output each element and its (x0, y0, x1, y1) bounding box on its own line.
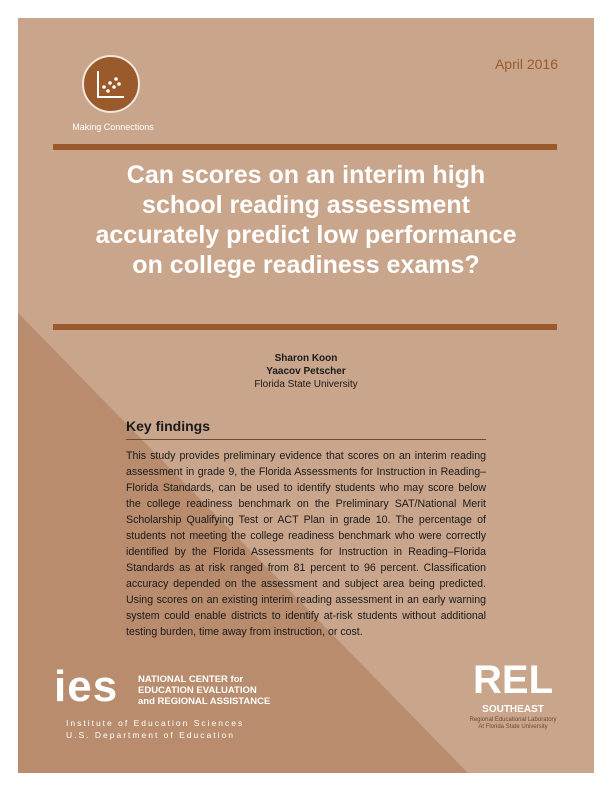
ies-logo (54, 662, 304, 746)
key-findings-rule (126, 439, 486, 440)
title-top-rule (53, 144, 557, 150)
ies-name-line: and REGIONAL ASSISTANCE (138, 696, 271, 707)
ies-department: U.S. Department of Education (66, 730, 235, 740)
author-affiliation: Florida State University (254, 379, 358, 390)
report-title: Can scores on an interim high school reading assessment accurately predict low performance on college readiness exams? (95, 161, 517, 279)
ies-institute: Institute of Education Sciences (66, 718, 245, 728)
key-findings-heading: Key findings (126, 418, 211, 434)
authors-block (206, 352, 406, 391)
rel-lab-line: Regional Educational Laboratory (469, 717, 557, 723)
rel-region: SOUTHEAST (482, 704, 544, 715)
report-cover (18, 18, 594, 773)
author-name: Yaacov Petscher (266, 366, 346, 377)
scatter-plot-icon (82, 55, 140, 113)
rel-lab-line: At Florida State University (478, 724, 548, 730)
publication-date: April 2016 (494, 56, 558, 72)
key-findings-body: This study provides preliminary evidence that scores on an interim reading assessment in grade 9, the Florida Assessments for Instruction in Reading–Florida Standards, can be used to identify students who may score below the college readiness benchmark on the Preliminary SAT/National Merit Scholarship Qualifying Test or ACT Plan in grade 10. The percentage of students not meeting the college readiness benchmark who were correctly identified by the Florida Assessments for Instruction in Reading–Florida Standards as at risk ranged from 81 percent to 96 percent. Classification accuracy depended on the assessment and subject area being predicted. Using scores on an existing interim reading assessment in an early warning system could enable districts to identify at-risk students without additional testing burden, time away from instruction, or cost. (126, 450, 486, 638)
ies-center-name (138, 674, 308, 707)
ies-name-line: NATIONAL CENTER for (138, 674, 244, 685)
rel-lab-name (458, 717, 568, 731)
rel-logo (458, 658, 568, 754)
title-bottom-rule (53, 324, 557, 330)
rel-wordmark: REL (473, 658, 553, 702)
series-label: Making Connections (72, 122, 154, 132)
ies-wordmark: ies (54, 662, 119, 711)
ies-name-line: EDUCATION EVALUATION (138, 685, 257, 696)
author-name: Sharon Koon (274, 353, 338, 364)
